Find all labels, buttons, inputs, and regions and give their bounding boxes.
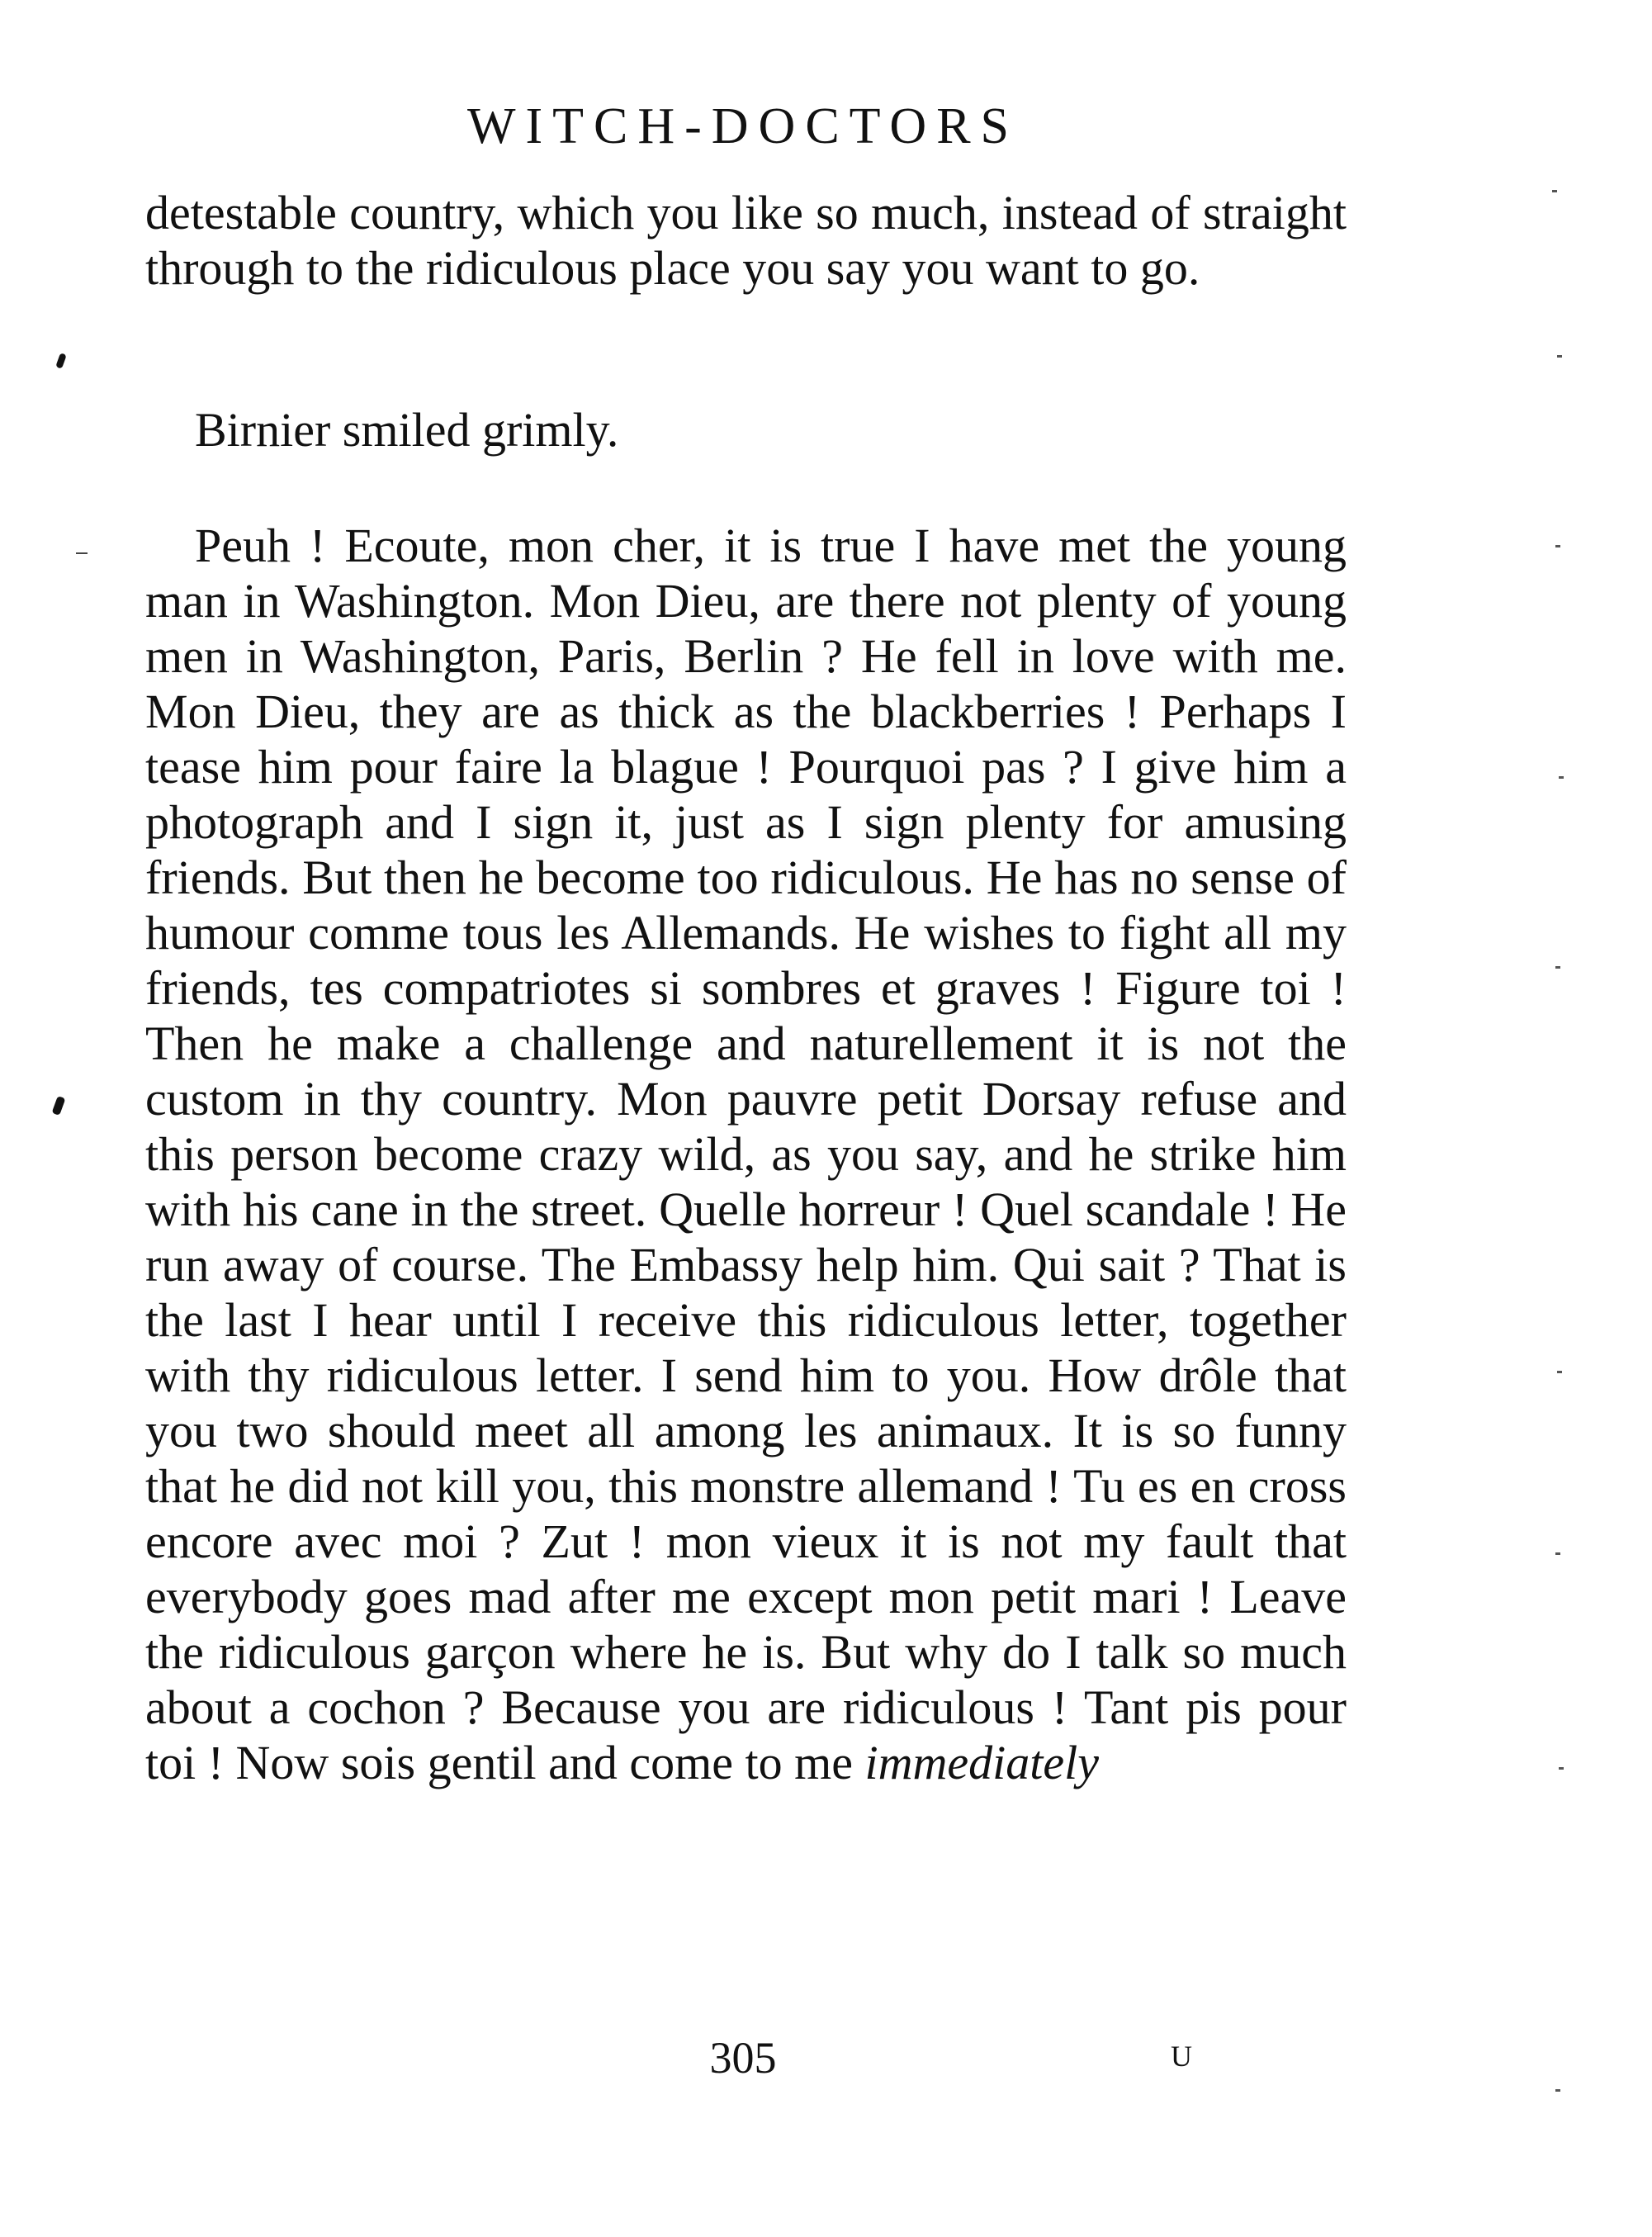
edge-speck	[1557, 1371, 1562, 1373]
margin-dash-mark	[76, 552, 88, 554]
edge-speck	[1552, 190, 1557, 192]
edge-speck	[1559, 776, 1564, 779]
paragraph-continuation	[145, 185, 1347, 296]
edge-speck	[1555, 1552, 1560, 1555]
signature-mark: U	[1171, 2040, 1192, 2073]
paragraph-main-text: Peuh ! Ecoute, mon cher, it is true I have met the young man in Washington. Mon Dieu, are there not plenty of young men in Washington, Paris, Berlin ? He fell in love with me. Mon Dieu, they are as thick as the blackberries ! Perhaps I tease him pour faire la blague ! Pourquoi pas ? I give him a photograph and I sign it, just as I sign plenty for amusing friends. But then he become too ridiculous. He has no sense of humour comme tous les Allemands. He wishes to fight all my friends, tes compatriotes si sombres et graves ! Figure toi ! Then he make a challenge and naturellement it is not the custom in thy country. Mon pauvre petit Dorsay refuse and this person become crazy wild, as you say, and he strike him with his cane in the street. Quelle horreur ! Quel scandale ! He run away of course. The Embassy help him. Qui sait ? That is the last I hear until I receive this ridiculous letter, together with thy ridiculous letter. I send him to you. How drôle that you two should meet all among les animaux. It is so funny that he did not kill you, this monstre allemand ! Tu es en cross encore avec moi ? Zut ! mon vieux it is not my fault that everybody goes mad after me except mon petit mari ! Leave the ridiculous garçon where he is. But why do I talk so much about a cochon ? Because you are ridiculous ! Tant pis pour toi ! Now sois gentil and come to me	[145, 519, 1347, 1789]
paragraph-text: Birnier smiled grimly.	[195, 403, 619, 457]
running-header: WITCH-DOCTORS	[466, 98, 1020, 154]
edge-speck	[1559, 1767, 1564, 1770]
paragraph-birnier-smiled	[145, 402, 1347, 457]
edge-speck	[1555, 966, 1560, 969]
edge-speck	[1555, 2089, 1560, 2092]
edge-speck	[1557, 355, 1562, 358]
margin-ink-mark	[52, 1096, 66, 1116]
margin-ink-mark	[55, 353, 67, 369]
paragraph-text	[145, 518, 1347, 1790]
page-number: 305	[709, 2033, 777, 2083]
italic-word: immediately	[864, 1736, 1099, 1789]
edge-speck	[1555, 545, 1560, 547]
paragraph-text: detestable country, which you like so much, instead of straight through to the ridiculous place you say you want to go.	[145, 186, 1347, 295]
paragraph-peuh-letter	[145, 518, 1347, 1790]
